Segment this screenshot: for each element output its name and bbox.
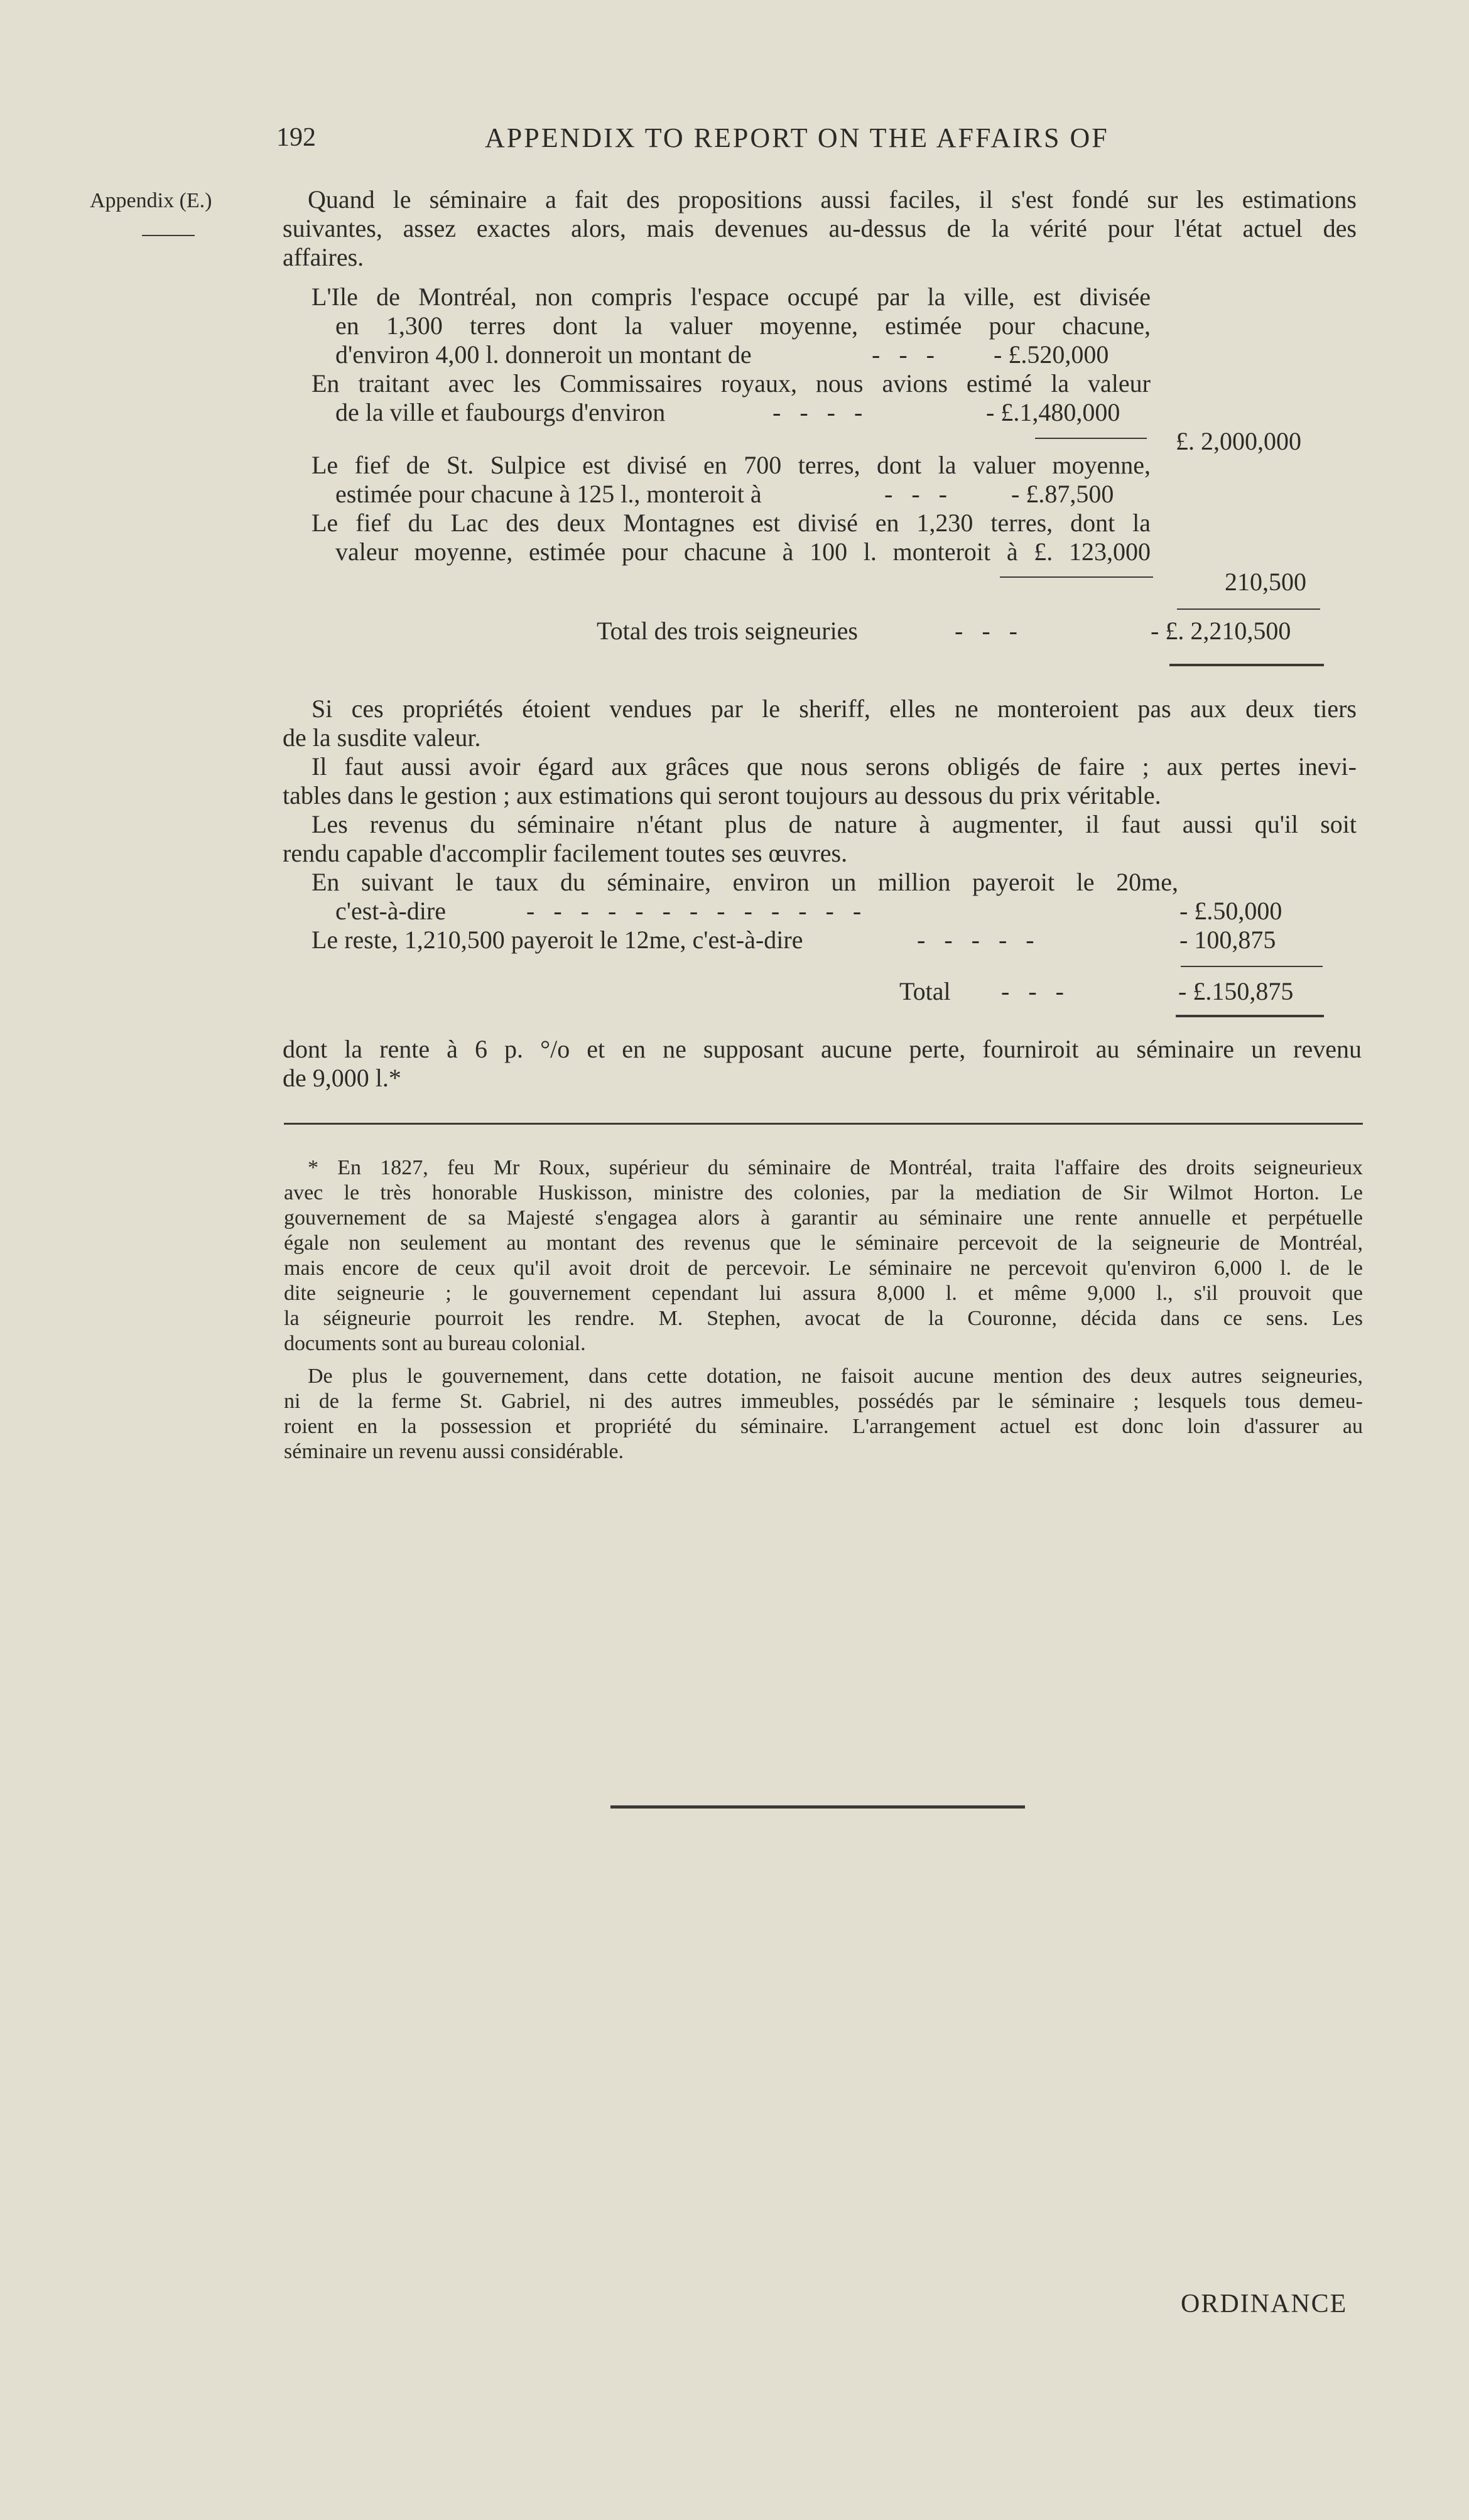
body-line: rendu capable d'accomplir facilement toutes ses œuvres. <box>283 839 848 867</box>
subtotal-rule <box>1035 438 1147 439</box>
subtotal-2: 210,500 <box>1225 568 1306 596</box>
body-line: tables dans le gestion ; aux estimations qui seront toujours au dessous du prix véritable. <box>283 781 1161 809</box>
footnote-line: documents sont au bureau colonial. <box>284 1332 586 1355</box>
montreal-amount: - £.520,000 <box>994 340 1109 369</box>
sulpice-amount: - £.87,500 <box>1011 480 1114 508</box>
sum-rule <box>1181 966 1323 967</box>
footnote-line: la séigneurie pourroit les rendre. M. Stephen, avocat de la Couronne, décida dans ce sens. Les <box>284 1307 1363 1330</box>
body-line: Si ces propriétés étoient vendues par le sheriff, elles ne monteroient pas aux deux tiers <box>312 695 1357 723</box>
estimate-line: estimée pour chacune à 125 l., monteroit à <box>335 480 762 508</box>
leader-dashes: --- <box>1001 977 1083 1005</box>
intro-paragraph <box>283 185 1357 272</box>
taux-amount: - £.50,000 <box>1179 897 1282 925</box>
footnote-line: mais encore de ceux qu'il avoit droit de percevoir. Le séminaire ne percevoit qu'environ 6,000 l. de le <box>284 1257 1363 1280</box>
footnote-line: * En 1827, feu Mr Roux, supérieur du séminaire de Montréal, traita l'affaire des droits seigneurieux <box>308 1156 1363 1179</box>
estimate-line: Le fief du Lac des deux Montagnes est divisé en 1,230 terres, dont la <box>312 509 1151 537</box>
body-line: Les revenus du séminaire n'étant plus de nature à augmenter, il faut aussi qu'il soit <box>312 810 1357 838</box>
page-number: 192 <box>276 123 316 152</box>
leader-dashes: --- <box>884 480 966 508</box>
footnote-line: roient en la possession et propriété du séminaire. L'arrangement actuel est donc loin d'assurer au <box>284 1415 1363 1438</box>
body-line: c'est-à-dire <box>335 897 446 925</box>
footnote-line: De plus le gouvernement, dans cette dotation, ne faisoit aucune mention des deux autres seigneuries, <box>308 1365 1363 1388</box>
body-line: Le reste, 1,210,500 payeroit le 12me, c'est-à-dire <box>312 926 803 954</box>
body-line: de 9,000 l.* <box>283 1064 401 1092</box>
leader-dashes: ----- <box>917 926 1053 954</box>
intro-line: affaires. <box>283 243 364 271</box>
appendix-label: Appendix (E.) <box>90 189 212 212</box>
commissaires-estimate <box>312 369 1151 398</box>
footnote-line: ni de la ferme St. Gabriel, ni des autres immeubles, possédés par le séminaire ; lesquels tous demeu- <box>284 1390 1363 1413</box>
paragraph-taux <box>312 868 1178 897</box>
estimate-line: Le fief de St. Sulpice est divisé en 700 terres, dont la valuer moyenne, <box>312 451 1151 479</box>
estimate-line: de la ville et faubourgs d'environ <box>335 398 666 426</box>
footnote-line: séminaire un revenu aussi considérable. <box>284 1440 624 1463</box>
body-line: dont la rente à 6 p. °/o et en ne supposant aucune perte, fourniroit au séminaire un revenu <box>283 1035 1362 1063</box>
total-label: Total <box>899 977 951 1005</box>
estimate-line: valeur moyenne, estimée pour chacune à 100 l. monteroit à £. 123,000 <box>335 538 1151 566</box>
intro-line: Quand le séminaire a fait des propositions aussi faciles, il s'est fondé sur les estimations <box>308 185 1357 214</box>
running-title: APPENDIX TO REPORT ON THE AFFAIRS OF <box>485 122 1109 153</box>
footnote-paragraph-1 <box>284 1155 1363 1356</box>
paragraph-graces <box>283 752 1357 810</box>
reste-amount: - 100,875 <box>1179 926 1276 954</box>
total-rule <box>1169 664 1324 666</box>
intro-line: suivantes, assez exactes alors, mais devenues au-dessus de la vérité pour l'état actuel des <box>283 214 1357 242</box>
estimate-line: En traitant avec les Commissaires royaux, nous avions estimé la valeur <box>312 369 1151 397</box>
total-rule <box>1176 1015 1324 1017</box>
estimate-line: en 1,300 terres dont la valuer moyenne, estimée pour chacune, <box>335 311 1151 340</box>
paragraph-revenus <box>283 810 1357 868</box>
subtotal-1: £. 2,000,000 <box>1176 427 1301 455</box>
sum-rule <box>1177 608 1320 610</box>
footnote-line: avec le très honorable Huskisson, ministre des colonies, par la mediation de Sir Wilmot Horton. Le <box>284 1181 1363 1204</box>
margin-dash <box>142 235 195 236</box>
montreal-estimate <box>312 283 1151 340</box>
paragraph-rente <box>283 1035 1362 1093</box>
body-line: Il faut aussi avoir égard aux grâces que nous serons obligés de faire ; aux pertes inevi- <box>312 752 1357 781</box>
leader-dashes: --- <box>955 617 1036 645</box>
body-line: En suivant le taux du séminaire, environ un million payeroit le 20me, <box>312 868 1178 896</box>
catchword: ORDINANCE <box>1181 2290 1348 2318</box>
footnote-line: égale non seulement au montant des revenus que le séminaire percevoit de la seigneurie de Montréal, <box>284 1231 1363 1255</box>
leader-dashes: ------------- <box>526 897 881 925</box>
lac-estimate <box>312 509 1151 566</box>
footnote-line: gouvernement de sa Majesté s'engagea alors à garantir au séminaire une rente annuelle et perpétuelle <box>284 1206 1363 1230</box>
leader-dashes: ---- <box>772 398 882 426</box>
subtotal-rule <box>1000 576 1153 578</box>
total-amount: - £.150,875 <box>1178 977 1294 1005</box>
sulpice-estimate <box>312 451 1151 480</box>
paragraph-sheriff <box>283 695 1357 752</box>
footnote-paragraph-2 <box>284 1364 1363 1464</box>
footnote-separator <box>284 1123 1363 1125</box>
estimate-line: d'environ 4,00 l. donneroit un montant de <box>335 340 752 369</box>
total-seigneuries-amount: - £. 2,210,500 <box>1151 617 1291 645</box>
body-line: de la susdite valeur. <box>283 723 481 752</box>
commissaires-amount: - £.1,480,000 <box>986 398 1120 426</box>
estimate-line: L'Ile de Montréal, non compris l'espace occupé par la ville, est divisée <box>312 283 1151 311</box>
footnote-line: dite seigneurie ; le gouvernement cependant lui assura 8,000 l. et même 9,000 l., s'il prouvoit que <box>284 1282 1363 1305</box>
leader-dashes: --- <box>872 340 953 369</box>
total-seigneuries-label: Total des trois seigneuries <box>597 617 858 645</box>
closing-rule <box>610 1805 1025 1809</box>
